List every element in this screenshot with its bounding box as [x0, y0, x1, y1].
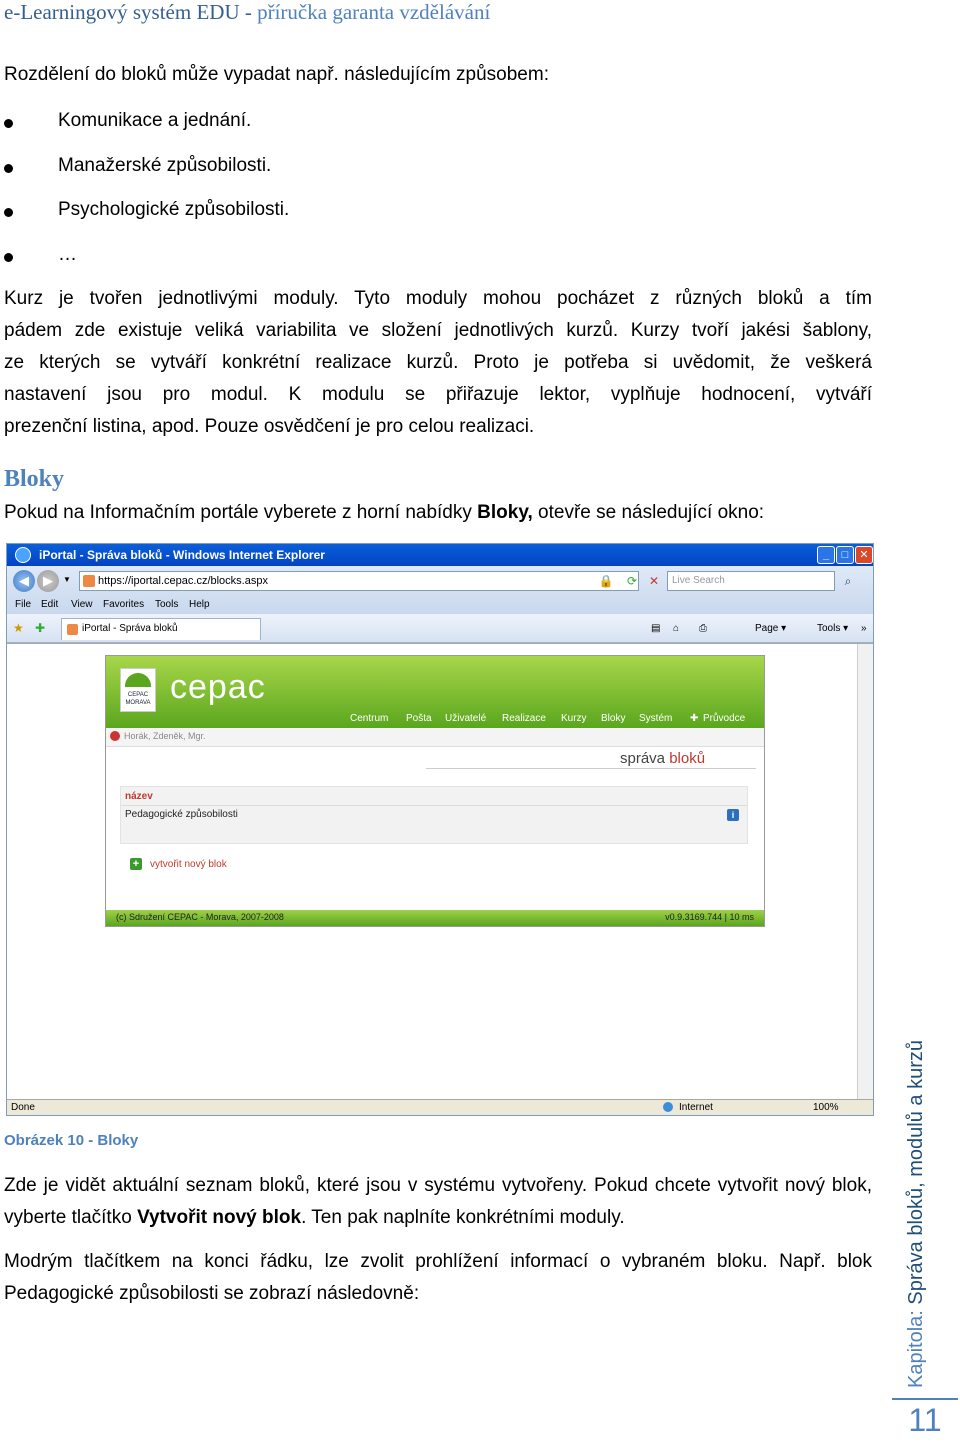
app-banner	[106, 656, 764, 728]
status-bar	[7, 1099, 873, 1116]
app-page-title	[620, 750, 705, 767]
text-run: Pokud na Informačním portále vyberete z horní nabídky	[4, 502, 478, 523]
create-block-label: vytvořit nový blok	[150, 859, 227, 870]
bullet-text: Manažerské způsobilosti.	[58, 155, 272, 176]
cepac-logo-icon	[120, 668, 156, 712]
refresh-icon[interactable]: ⟳	[626, 574, 638, 588]
tab-iportal[interactable]	[61, 618, 261, 640]
plus-icon: +	[130, 858, 142, 870]
nav-centrum[interactable]: Centrum	[350, 713, 389, 724]
zoom-level[interactable]: 100%	[813, 1102, 839, 1113]
print-icon[interactable]: ⎙	[699, 623, 707, 634]
page-number: 11	[908, 1402, 942, 1438]
footer-version: v0.9.3169.744 | 10 ms	[665, 912, 754, 922]
header-divider	[121, 805, 747, 806]
forward-icon[interactable]: ▶	[37, 570, 59, 592]
iportal-app	[105, 655, 765, 927]
app-main-nav	[106, 710, 764, 728]
window-title: iPortal - Správa bloků - Windows Internet Explorer	[39, 548, 325, 562]
chapter-title: Správa bloků, modulů a kurzů	[905, 1040, 927, 1311]
back-icon[interactable]: ◀	[13, 570, 35, 592]
favorites-star-icon[interactable]: ★	[13, 621, 24, 635]
logo-small-text: CEPAC MORAVA	[125, 692, 151, 706]
paragraph-line: pádem zde existuje veliká variabilita ve složení jednotlivých kurzů. Kurzy tvoří jakési šablony,	[4, 320, 872, 341]
favicon-icon	[67, 624, 78, 635]
nav-realizace[interactable]: Realizace	[502, 713, 546, 724]
page-header	[4, 0, 490, 25]
paragraph-line: prezenční listina, apod. Pouze osvědčení je pro celou realizaci.	[4, 416, 535, 437]
menu-help[interactable]: Help	[189, 599, 210, 610]
globe-icon	[663, 1102, 673, 1112]
tools-menu[interactable]: Tools ▾	[817, 623, 849, 634]
bold-run: Bloky,	[477, 502, 533, 523]
nav-posta[interactable]: Pošta	[406, 713, 432, 724]
address-input[interactable]	[79, 571, 639, 591]
paragraph-line: nastavení jsou pro modul. K modulu se přiřazuje lektor, vyplňuje hodnocení, vytváří	[4, 384, 872, 405]
menu-edit[interactable]: Edit	[41, 599, 59, 610]
table-row[interactable]: Pedagogické způsobilosti	[125, 809, 238, 820]
title-divider	[426, 768, 756, 769]
user-name: Horák, Zdeněk, Mgr.	[124, 731, 206, 741]
bullet-text: Komunikace a jednání.	[58, 110, 252, 131]
text-run: Zde je vidět aktuální seznam bloků, které jsou v systému vytvořeny. Pokud chcete vytvořit nový blok, vyberte tlačítko	[4, 1175, 872, 1228]
menu-bar	[7, 596, 873, 614]
info-button-icon[interactable]: i	[727, 809, 739, 821]
column-header-nazev: název	[125, 791, 153, 802]
bullet-dot	[4, 119, 13, 128]
bullet-text: Psychologické způsobilosti.	[58, 199, 290, 220]
menu-file[interactable]: File	[15, 599, 32, 610]
menu-tools[interactable]: Tools	[155, 599, 179, 610]
address-toolbar	[7, 566, 873, 614]
nav-pruvodce[interactable]: Průvodce	[703, 713, 746, 724]
logo-wordmark: cepac	[170, 668, 266, 706]
menu-view[interactable]: View	[71, 599, 93, 610]
bullet-dot	[4, 208, 13, 217]
app-footer	[106, 910, 764, 926]
favicon-icon	[83, 575, 95, 587]
nav-bloky[interactable]: Bloky	[601, 713, 626, 724]
feeds-icon[interactable]: ▤	[651, 623, 661, 634]
header-separator: -	[239, 0, 258, 24]
bold-run: Vytvořit nový blok	[137, 1207, 302, 1228]
nav-kurzy[interactable]: Kurzy	[561, 713, 587, 724]
lock-icon[interactable]: 🔒	[598, 574, 614, 588]
zone-text: Internet	[679, 1102, 713, 1113]
browser-viewport	[7, 643, 873, 1100]
user-bar	[106, 728, 764, 747]
chapter-label: Kapitola:	[905, 1310, 927, 1388]
chevron-down-icon[interactable]: ▼	[63, 575, 71, 584]
footer-copyright: (c) Sdružení CEPAC - Morava, 2007-2008	[116, 912, 284, 922]
vertical-scrollbar[interactable]	[857, 644, 873, 1100]
intro-text: Rozdělení do bloků může vypadat např. následujícím způsobem:	[4, 64, 549, 85]
search-placeholder: Live Search	[672, 575, 725, 586]
create-block-button[interactable]	[132, 859, 227, 870]
chapter-sidebar	[905, 1040, 928, 1388]
blocks-table	[120, 786, 748, 844]
bullet-text: …	[58, 244, 77, 265]
search-icon[interactable]: ⌕	[844, 574, 852, 588]
more-chevron-icon[interactable]: »	[861, 623, 867, 634]
title-part-a: správa	[620, 750, 666, 767]
sidebar-rule	[892, 1398, 958, 1400]
tab-bar	[7, 614, 873, 643]
url-text: https://iportal.cepac.cz/blocks.aspx	[98, 575, 268, 587]
bullet-dot	[4, 253, 13, 262]
header-subtitle: příručka garanta vzdělávání	[257, 0, 491, 24]
bullet-dot	[4, 164, 13, 173]
maximize-icon[interactable]: □	[836, 546, 854, 564]
logo-arc	[125, 673, 151, 687]
page-menu[interactable]: Page ▾	[755, 623, 787, 634]
blocks-list-paragraph	[4, 1170, 872, 1234]
header-title: e-Learningový systém EDU	[4, 0, 240, 24]
add-favorite-icon[interactable]: ✚	[35, 621, 46, 635]
stop-icon[interactable]: ✕	[648, 574, 660, 588]
close-icon[interactable]: ✕	[855, 546, 873, 564]
tab-label: iPortal - Správa bloků	[82, 623, 178, 634]
text-run: otevře se následující okno:	[532, 502, 765, 523]
minimize-icon[interactable]: _	[817, 546, 835, 564]
browser-screenshot	[6, 543, 874, 1116]
paragraph-line: Kurz je tvořen jednotlivými moduly. Tyto moduly mohou pocházet z různých bloků a tím	[4, 288, 872, 309]
window-titlebar	[7, 544, 873, 566]
logout-icon[interactable]	[110, 731, 120, 741]
status-text: Done	[11, 1102, 35, 1113]
section-heading: Bloky	[4, 466, 65, 492]
figure-caption: Obrázek 10 - Bloky	[4, 1132, 139, 1149]
text-run: . Ten pak naplníte konkrétními moduly.	[301, 1207, 625, 1228]
search-input[interactable]	[667, 571, 835, 591]
home-icon[interactable]: ⌂	[673, 623, 680, 634]
guide-plus-icon: ✚	[690, 713, 699, 724]
menu-favorites[interactable]: Favorites	[103, 599, 145, 610]
nav-uzivatele[interactable]: Uživatelé	[445, 713, 487, 724]
info-button-paragraph: Modrým tlačítkem na konci řádku, lze zvolit prohlížení informací o vybraném bloku. Např. blok Pedagogické způsobilosti se zobrazí následovně:	[4, 1251, 872, 1304]
bloky-intro-text	[4, 502, 872, 524]
nav-system[interactable]: Systém	[639, 713, 673, 724]
ie-icon	[15, 547, 31, 563]
title-part-b: bloků	[669, 750, 706, 767]
paragraph-line: ze kterých se vytváří konkrétní realizace kurzů. Proto je potřeba si uvědomit, že veškerá	[4, 352, 872, 373]
